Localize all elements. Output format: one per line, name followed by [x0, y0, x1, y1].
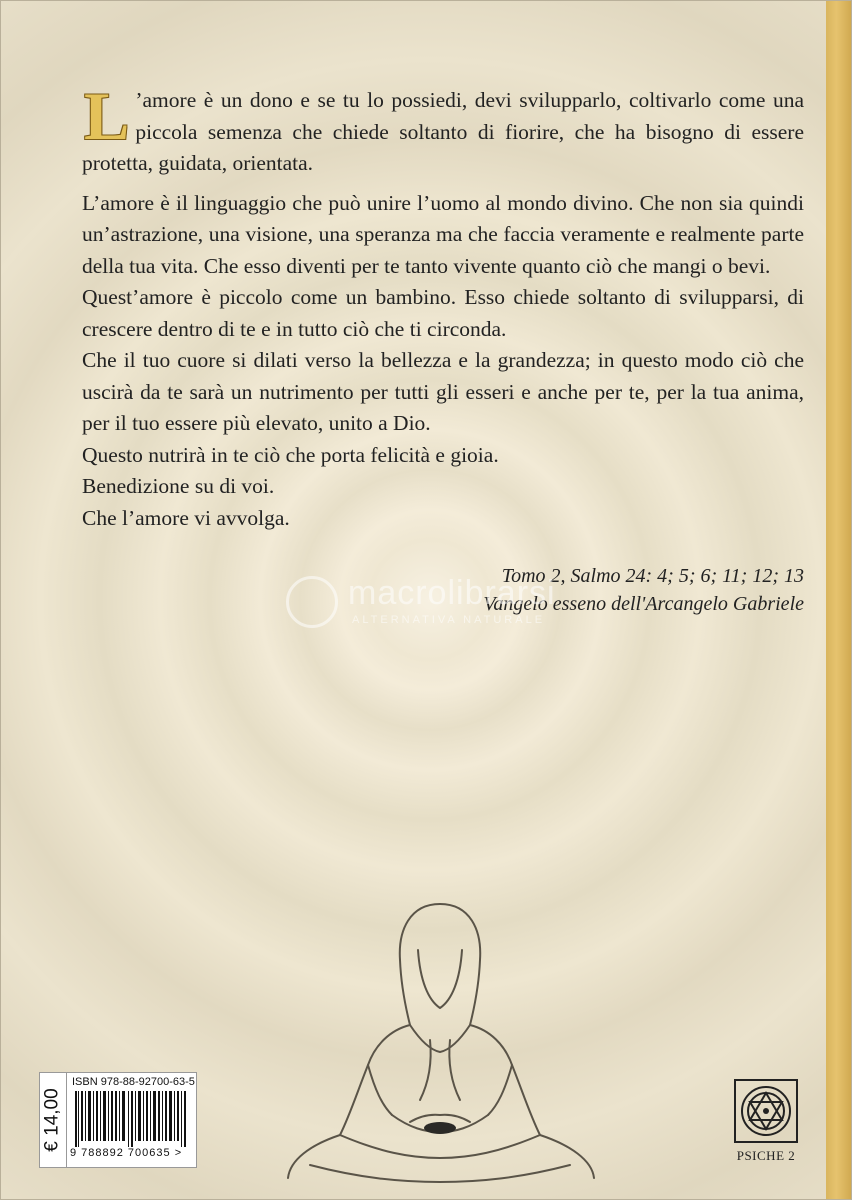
paragraph-6: Benedizione su di voi. — [82, 474, 275, 498]
publisher-mark — [726, 1076, 806, 1176]
passage-text — [82, 78, 804, 534]
paragraph-7: Che l’amore vi avvolga. — [82, 505, 290, 530]
watermark-tagline: ALTERNATIVA NATURALE — [352, 614, 546, 626]
publisher-name: PSICHE 2 — [736, 1148, 796, 1163]
paragraph-3: Quest’amore è piccolo come un bambino. Esso chiede soltanto di svilupparsi, di crescere dentro di te e in tutto ciò che ti circonda. — [82, 285, 804, 341]
watermark-brand: macrolibrarsi — [348, 574, 556, 612]
barcode-bars — [74, 1091, 190, 1147]
paragraph-1-text: ’amore è un dono e se tu lo possiedi, devi svilupparlo, coltivarlo come una piccola semenza che chiede soltanto di fiorire, che ha bisogno di essere protetta, guidata, orientata. — [82, 88, 804, 175]
price-text: € 14,00 — [42, 1088, 63, 1152]
paragraph-1 — [82, 78, 804, 180]
isbn-text: ISBN 978-88-92700-63-5 — [72, 1076, 195, 1088]
price-tag — [40, 1073, 67, 1167]
dropcap-letter: L — [84, 78, 130, 154]
barcode-digits: 9 788892 700635 > — [70, 1147, 183, 1159]
meditating-figure-illustration — [270, 890, 610, 1190]
paragraph-5: Questo nutrirà in te ciò che porta felicità e gioia. — [82, 442, 499, 467]
paragraph-2: L’amore è il linguaggio che può unire l’uomo al mondo divino. Che non sia quindi un’astrazione, una visione, una speranza ma che faccia veramente e realmente parte della tua vita. Che esso diventi per te tanto vivente quanto ciò che mangi o bevi. — [82, 190, 804, 278]
yantra-logo-icon — [731, 1076, 801, 1146]
watermark-logo-icon — [286, 576, 338, 628]
citation-reference: Tomo 2, Salmo 24: 4; 5; 6; 11; 12; 13 — [501, 565, 804, 587]
citation-source: Vangelo esseno dell'Arcangelo Gabriele — [483, 593, 804, 615]
paragraph-4: Che il tuo cuore si dilati verso la bellezza e la grandezza; in questo modo ciò che uscirà da te sarà un nutrimento per tutti gli esseri e anche per te, per la tua anima, per il tuo essere più elevato, unito a Dio. — [82, 348, 804, 435]
gold-spine-strip — [826, 0, 852, 1200]
watermark — [286, 572, 586, 628]
barcode-label — [39, 1072, 197, 1168]
